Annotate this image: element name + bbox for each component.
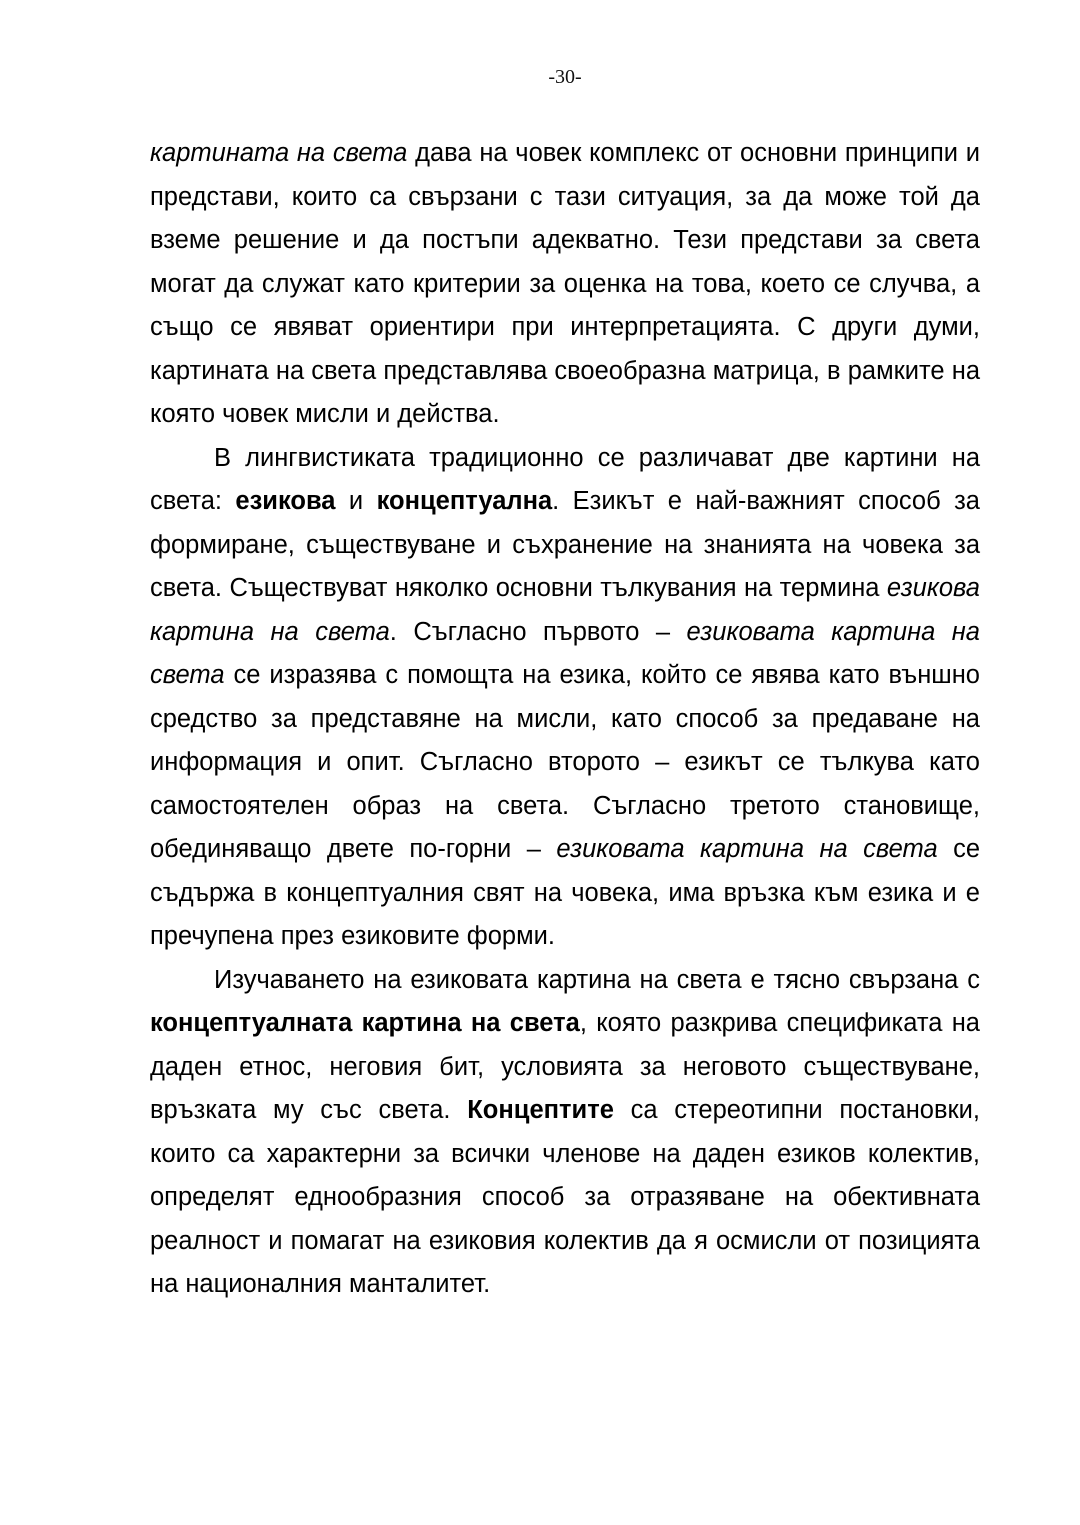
text-run: . Съгласно първото –	[389, 617, 687, 646]
text-run: . Езикът е най-важният способ за формиране, съществуване и съхранение на знанията на човека за света. Съществуват няколко основни тълкувания на термина	[150, 487, 980, 602]
text-run: езикова	[235, 487, 336, 515]
text-run: езикова картина на света	[150, 574, 980, 646]
text-run: , която разкрива спецификата на даден етнос, неговия бит, условията за неговото съществуване, връзката му със света.	[150, 1009, 980, 1124]
text-run: дава на човек комплекс от основни принципи и представи, които са свързани с тази ситуация, за да може той да вземе решение и да постъпи адекватно. Тези представи за света могат да служат като критерии за оценка на това, което се случва, а също се явяват ориентири при интерпретацията. С други думи, картината на света представлява своеобразна матрица, в рамките на която човек мисли и действа.	[150, 139, 980, 428]
text-run: концептуалната картина на света	[150, 1009, 580, 1037]
text-run: концептуална	[376, 487, 553, 515]
text-run: са стереотипни постановки, които са характерни за всички членове на даден езиков колектив, определят еднообразния способ за отразяване на обективната реалност и помагат на езиковия колектив да я осмисли от позицията на националния манталитет.	[150, 1096, 980, 1298]
paragraph-1	[150, 132, 980, 437]
paragraph-3	[150, 959, 980, 1307]
paragraph-2	[150, 437, 980, 959]
text-run: се съдържа в концептуалния свят на човека, има връзка към езика и е пречупена през езиковите форми.	[150, 835, 981, 950]
text-run: се изразява с помощта на езика, който се явява като външно средство за представяне на мисли, като способ за предаване на информация и опит. Съгласно второто – езикът се тълкува като самостоятелен образ на света. Съгласно третото становище, обединяващо двете по-горни –	[150, 661, 980, 863]
page-number: -30-	[548, 66, 582, 88]
text-run: Концептите	[467, 1096, 614, 1124]
text-run: езиковата картина на света	[556, 835, 938, 863]
body-text	[150, 132, 980, 1307]
text-run: Изучаването на езиковата картина на света е тясно свързана с	[214, 965, 980, 994]
text-run: езиковата картина на света	[150, 617, 980, 689]
text-run: В лингвистиката традиционно се различават две картини на света:	[150, 443, 980, 515]
text-run: и	[335, 487, 377, 515]
text-run: картината на света	[150, 139, 408, 167]
